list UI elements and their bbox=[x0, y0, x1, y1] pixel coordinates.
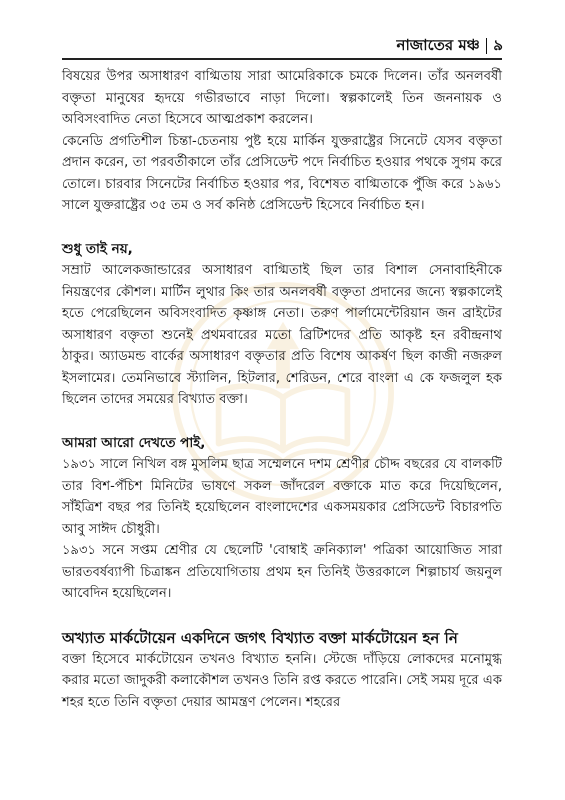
paragraph-6: বক্তা হিসেবে মার্কটোয়েন তখনও বিখ্যাত হননি। স্টেজে দাঁড়িয়ে লোকদের মনোমুগ্ধ করার মতো জাদুকরী কলাকৌশল তখনও তিনি রপ্ত করতে পারেনি। সেই সময় দূরে এক শহর হতে তিনি বক্তৃতা দেয়ার আমন্ত্রণ পেলেন। শহরের bbox=[62, 651, 502, 710]
page-body bbox=[62, 66, 502, 713]
subheading-1: শুধু তাই নয়, bbox=[62, 240, 133, 257]
header-separator bbox=[486, 38, 488, 54]
paragraph-2: কেনেডি প্রগতিশীল চিন্তা-চেতনায় পুষ্ট হয়ে মার্কিন যুক্তরাষ্ট্রের সিনেটে যেসব বক্তৃতা প্রদান করেন, তা পরবর্তীকালে তাঁর প্রেসিডেন্ট পদে নির্বাচিত হওয়ার পথকে সুগম করে তোলে। চারবার সিনেটের নির্বাচিত হওয়ার পর, বিশেষত বাগ্মিতাকে পুঁজি করে ১৯৬১ সালে যুক্তরাষ্ট্রের ৩৫ তম ও সর্ব কনিষ্ঠ প্রেসিডেন্ট হিসেবে নির্বাচিত হন। bbox=[62, 133, 502, 213]
subheading-2: আমরা আরো দেখতে পাই, bbox=[62, 434, 206, 451]
section-title: অখ্যাত মার্কটোয়েন একদিনে জগৎ বিখ্যাত বক্তা মার্কটোয়েন হন নি bbox=[62, 628, 458, 647]
header-rule bbox=[62, 58, 502, 60]
paragraph-1: বিষয়ের উপর অসাধারণ বাগ্মিতায় সারা আমেরিকাকে চমকে দিলেন। তাঁর অনলবর্ষী বক্তৃতা মানুষের হৃদয়ে গভীরভাবে নাড়া দিলো। স্বল্পকালেই তিন জননায়ক ও অবিসংবাদিত নেতা হিসেবে আত্মপ্রকাশ করলেন। bbox=[62, 69, 502, 127]
paragraph-5: ১৯৩১ সনে সপ্তম শ্রেণীর যে ছেলেটি 'বোম্বাই ক্রনিক্যাল' পত্রিকা আয়োজিত সারা ভারতবর্ষব্যাপী চিত্রাঙ্কন প্রতিযোগিতায় প্রথম হন তিনিই উত্তরকালে শিল্পাচার্য জয়নুল আবেদিন হয়েছিলেন। bbox=[62, 543, 502, 601]
paragraph-4: ১৯৩১ সালে নিখিল বঙ্গ মুসলিম ছাত্র সম্মেলনে দশম শ্রেণীর চৌদ্দ বছরের যে বালকটি তার বিশ-পঁচিশ মিনিটের ভাষণে সকল জাঁদরেল বক্তাকে মাত করে দিয়েছিলেন, সাঁইত্রিশ বছর পর তিনিই হয়েছিলেন বাংলাদেশের একসময়কার প্রেসিডেন্ট বিচারপতি আবু সাঈদ চৌধুরী। bbox=[62, 457, 502, 537]
page-number: ৯ bbox=[493, 35, 503, 54]
running-header bbox=[397, 34, 504, 58]
book-title: নাজাতের মঞ্চ bbox=[396, 35, 480, 54]
paragraph-3: সম্রাট আলেকজান্ডারের অসাধারণ বাগ্মিতাই ছিল তার বিশাল সেনাবাহিনীকে নিয়ন্ত্রণের কৌশল। মার্টিন লুথার কিং তার অনলবর্ষী বক্তৃতা প্রদানের জন্যে স্বল্পকালেই হতে পেরেছিলেন অবিসংবাদিত কৃষ্ণাঙ্গ নেতা। তরুণ পার্লামেন্টেরিয়ান জন ব্রাইটের অসাধারণ বক্তৃতা শুনেই প্রথমবারের মতো ব্রিটিশদের প্রতি আকৃষ্ট হন রবীন্দ্রনাথ ঠাকুর। অ্যাডমন্ড বার্কের অসাধারণ বক্তৃতার প্রতি বিশেষ আকর্ষণ ছিল কাজী নজরুল ইসলামের। তেমনিভাবে স্ট্যালিন, হিটলার, শেরিডন, শেরে বাংলা এ কে ফজলুল হক ছিলেন তাদের সময়ের বিখ্যাত বক্তা। bbox=[62, 263, 502, 407]
